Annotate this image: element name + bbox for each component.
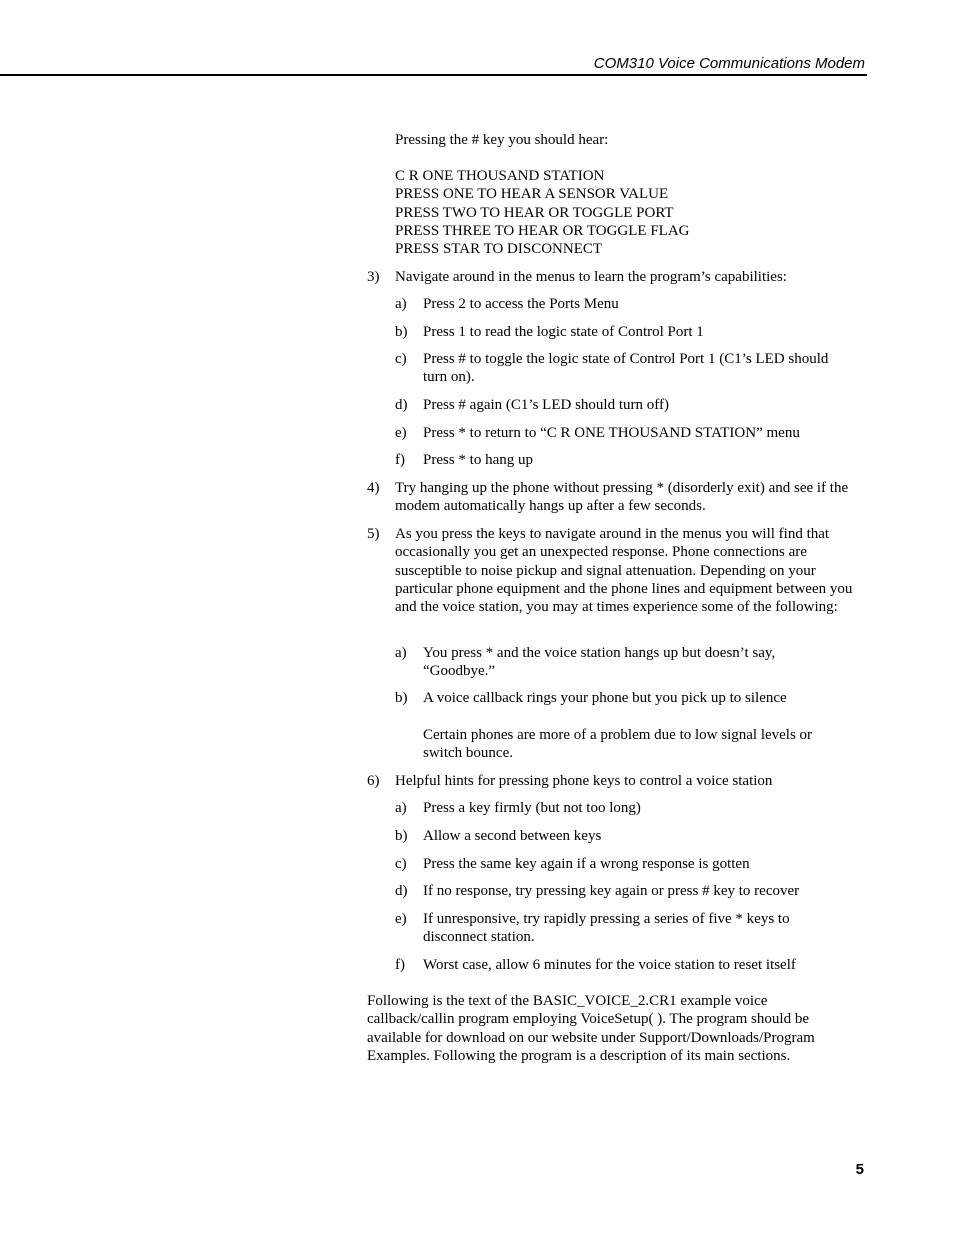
step-number: 6) bbox=[367, 773, 380, 789]
item-text: Press 1 to read the logic state of Control Port 1 bbox=[423, 324, 704, 340]
item-label: a) bbox=[395, 296, 407, 312]
item-text: Worst case, allow 6 minutes for the voice station to reset itself bbox=[423, 957, 796, 973]
step-text: Navigate around in the menus to learn the program’s capabilities: bbox=[395, 269, 787, 285]
step-text: Try hanging up the phone without pressing * (disorderly exit) and see if the modem automatically hangs up after a few seconds. bbox=[395, 480, 849, 515]
item-label: c) bbox=[395, 856, 407, 872]
item-label: b) bbox=[395, 690, 408, 706]
item-text: If no response, try pressing key again or press # key to recover bbox=[423, 883, 800, 899]
page-number: 5 bbox=[855, 1161, 864, 1178]
step-text: Helpful hints for pressing phone keys to control a voice station bbox=[395, 773, 773, 789]
running-header: COM310 Voice Communications Modem bbox=[593, 55, 865, 72]
item-label: f) bbox=[395, 957, 405, 973]
item-text: Press * to hang up bbox=[423, 452, 533, 468]
menu-line: PRESS ONE TO HEAR A SENSOR VALUE bbox=[395, 186, 669, 203]
item-text: Press the same key again if a wrong response is gotten bbox=[423, 856, 750, 872]
item-text: Press a key firmly (but not too long) bbox=[423, 800, 641, 816]
menu-line: PRESS THREE TO HEAR OR TOGGLE FLAG bbox=[395, 222, 690, 239]
menu-line: PRESS TWO TO HEAR OR TOGGLE PORT bbox=[395, 204, 674, 221]
step-text: As you press the keys to navigate around in the menus you will find that occasionally you get an unexpected response. Phone connections are susceptible to noise pickup and signal attenuation. Depending on your particular phone equipment and the phone lines and equipment between you and the voice station, you may at times experience some of the following: bbox=[395, 526, 853, 616]
header-rule bbox=[0, 74, 867, 76]
menu-line: C R ONE THOUSAND STATION bbox=[395, 168, 605, 184]
item-text: Press * to return to “C R ONE THOUSAND STATION” menu bbox=[423, 425, 800, 441]
menu-line: PRESS STAR TO DISCONNECT bbox=[395, 241, 603, 258]
item-label: c) bbox=[395, 351, 407, 367]
note-text: Certain phones are more of a problem due to low signal levels or switch bounce. bbox=[423, 727, 813, 762]
item-text: If unresponsive, try rapidly pressing a series of five * keys to disconnect station. bbox=[423, 911, 790, 946]
item-label: e) bbox=[395, 425, 407, 441]
item-label: e) bbox=[395, 911, 407, 927]
item-label: b) bbox=[395, 828, 408, 844]
step-number: 5) bbox=[367, 526, 380, 542]
item-label: a) bbox=[395, 800, 407, 816]
item-text: Allow a second between keys bbox=[423, 828, 602, 844]
intro-text: Pressing the # key you should hear: bbox=[395, 132, 609, 148]
item-label: f) bbox=[395, 452, 405, 468]
item-text: Press # again (C1’s LED should turn off) bbox=[423, 397, 669, 413]
step-number: 3) bbox=[367, 269, 380, 285]
item-label: d) bbox=[395, 883, 408, 899]
item-text: You press * and the voice station hangs up but doesn’t say, “Goodbye.” bbox=[423, 645, 776, 680]
item-text: A voice callback rings your phone but you pick up to silence bbox=[423, 690, 787, 706]
item-label: d) bbox=[395, 397, 408, 413]
item-text: Press 2 to access the Ports Menu bbox=[423, 296, 619, 312]
menu-prompt-list bbox=[395, 167, 855, 258]
closing-paragraph: Following is the text of the BASIC_VOICE_2.CR1 example voice callback/callin program employing VoiceSetup( ). The program should be available for download on our website under Support/Downloads/Program Examples. Following the program is a description of its main sections. bbox=[367, 993, 815, 1064]
step-number: 4) bbox=[367, 480, 380, 496]
item-label: b) bbox=[395, 324, 408, 340]
item-label: a) bbox=[395, 645, 407, 661]
item-text: Press # to toggle the logic state of Control Port 1 (C1’s LED should turn on). bbox=[423, 351, 829, 386]
